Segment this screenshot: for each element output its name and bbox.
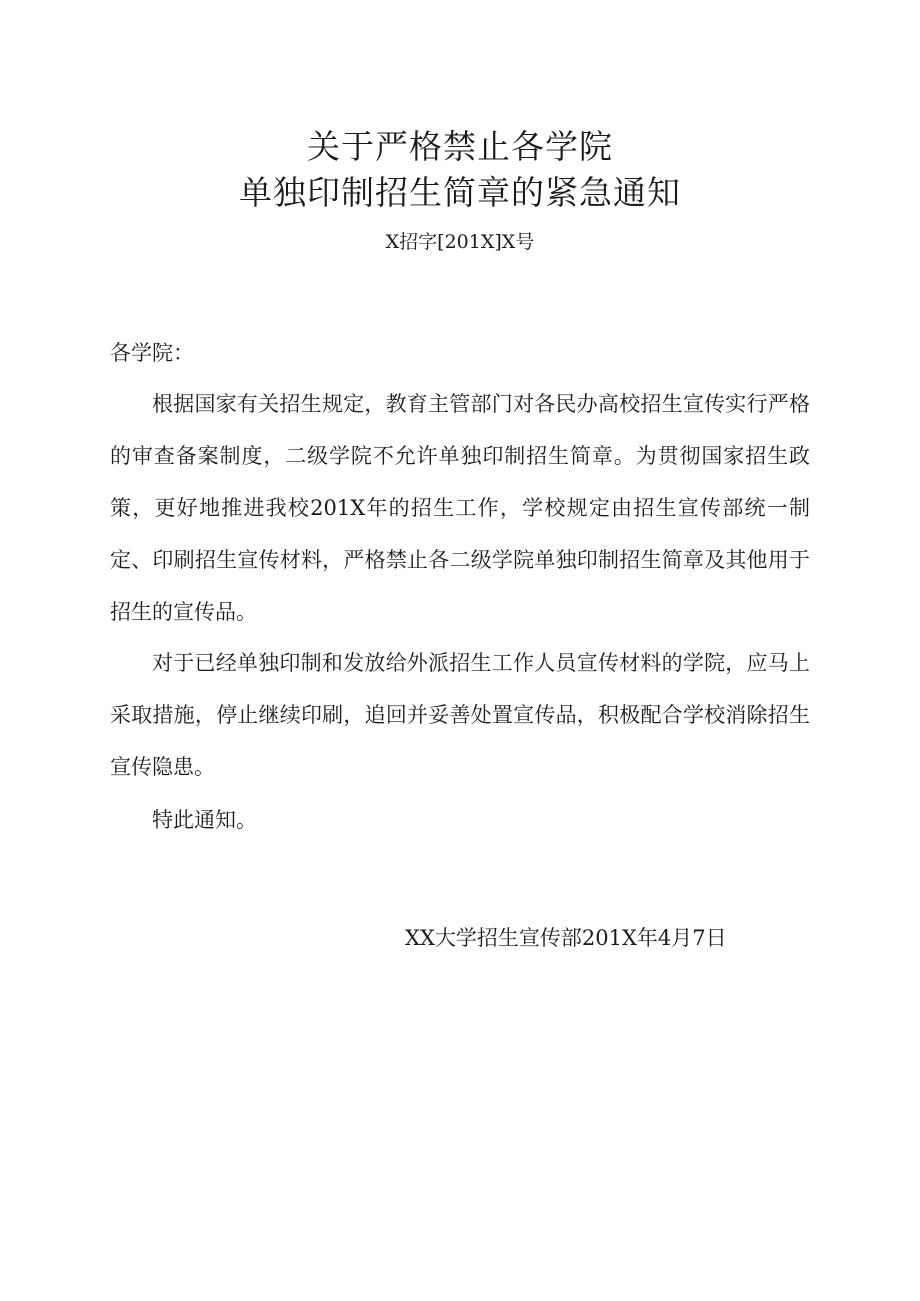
salutation: 各学院： [110, 341, 194, 365]
body-paragraph-1: 根据国家有关招生规定，教育主管部门对各民办高校招生宣传实行严格的审查备案制度，二级学院不允许单独印制招生简章。为贯彻国家招生政策，更好地推进我校201X年的招生工作，学校规定由招生宣传部统一制定、印刷招生宣传材料，严格禁止各二级学院单独印制招生简章及其他用于招生的宣传品。 [110, 392, 810, 624]
document-title-line-2: 单独印制招生简章的紧急通知 [239, 173, 681, 212]
document-title-line-1: 关于严格禁止各学院 [307, 127, 613, 166]
body-paragraph-2: 对于已经单独印制和发放给外派招生工作人员宣传材料的学院，应马上采取措施，停止继续印刷，追回并妥善处置宣传品，积极配合学校消除招生宣传隐患。 [110, 651, 810, 779]
document-number: X招字[201X]X号 [385, 231, 535, 253]
closing-paragraph: 特此通知。 [152, 808, 257, 832]
signature-date: XX大学招生宣传部201X年4月7日 [405, 926, 727, 950]
